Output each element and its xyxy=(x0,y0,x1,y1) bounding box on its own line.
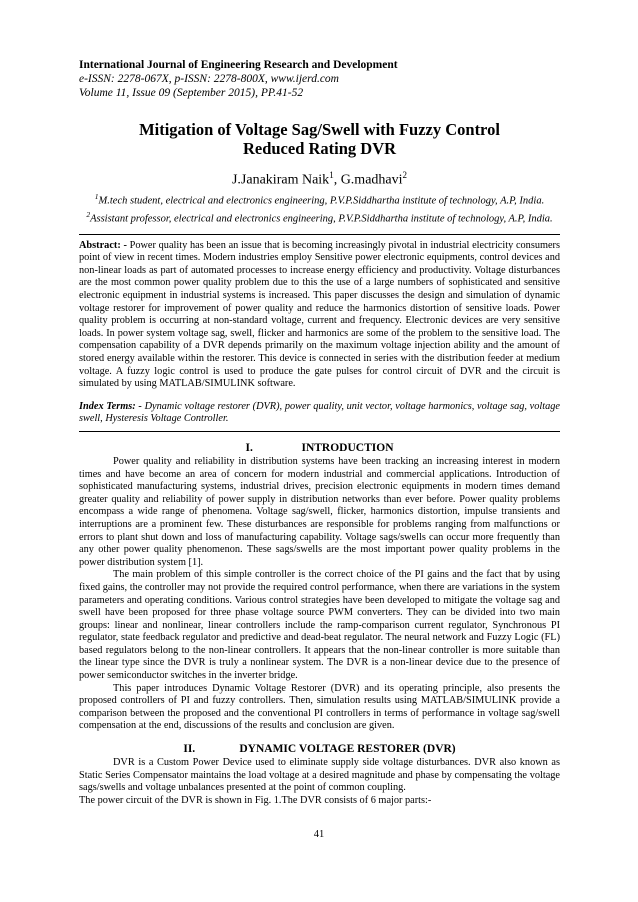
section-number: I. xyxy=(245,441,253,454)
abstract-text: Power quality has been an issue that is becoming increasingly pivotal in industrial electricity consumers point of view in recent times. Modern industries employ Sensitive power electronic equipments, control devices and non-linear loads as part of automated processes to increase energy efficiency and productivity. Voltage disturbances are the most common power quality problem due to this the use of a large numbers of sophisticated and sensitive electronic equipment in industrial systems is increased. This paper discusses the design and simulation of dynamic voltage restorer for improvement of power quality and reduce the harmonics distortion of sensitive loads. Power quality problem is occurring at non-standard voltage, current and frequency. Electronic devices are very sensitive loads. In power system voltage sag, swell, flicker and harmonics are some of the problem to the sensitive load. The compensation capability of a DVR depends primarily on the maximum voltage injection ability and the amount of stored energy available within the restorer. This device is connected in series with the distribution feeder at medium voltage. A fuzzy logic control is used to produce the gate pulses for control circuit of DVR and the circuit is simulated by using MATLAB/SIMULINK software. xyxy=(79,239,560,390)
affiliation-1 xyxy=(79,190,560,208)
index-terms-text: Dynamic voltage restorer (DVR), power quality, unit vector, voltage harmonics, voltage sag, voltage swell, Hysteresis Voltage Controller. xyxy=(79,400,560,425)
author-2-sup: 2 xyxy=(402,170,408,180)
section-title: INTRODUCTION xyxy=(301,441,394,454)
paragraph: This paper introduces Dynamic Voltage Restorer (DVR) and its operating principle, also presents the proposed controllers of PI and fuzzy controllers. Then, simulation results using MATLAB/SIMULINK provide a comparison between the proposed and the conventional PI controllers in terms of performance in voltage sag/swell compensation at the end, discussions of the results and conclusion are given. xyxy=(79,682,560,732)
page-number: 41 xyxy=(313,829,325,840)
section-dvr-body xyxy=(79,757,560,807)
section-heading-introduction xyxy=(79,441,560,455)
paper-title-line-2: Reduced Rating DVR xyxy=(242,139,397,158)
journal-volume: Volume 11, Issue 09 (September 2015), PP.41-52 xyxy=(79,87,304,99)
author-1: J.Janakiram Naik xyxy=(231,172,330,188)
paragraph: Power quality and reliability in distribution systems have been tracking an increasing interest in modern times and have become an area of concern for modern industrial and commercial applications. Introduction of sophisticated manufacturing systems, industrial drives, precision electronic equipments in modern times demand greater quality and reliability of power supply in distribution networks than ever before. Power quality problems encompass a wide range of phenomena. Voltage sag/swell, flicker, harmonics distortion, impulse transients and interruptions are a prominent few. These disturbances are responsible for problems ranging from malfunctions or errors to plant shut down and loss of manufacturing capability. Voltage sags/swells can occur more frequently than any other power quality phenomenon. These sags/swells are the most important power quality problems in the power distribution system [1]. xyxy=(79,455,560,568)
affiliation-2 xyxy=(79,208,560,226)
affiliation-1-sup: 1 xyxy=(94,191,99,201)
paper-page xyxy=(79,58,560,807)
author-list xyxy=(79,167,560,189)
paper-title xyxy=(79,120,560,158)
section-heading-dvr xyxy=(79,742,560,756)
section-introduction-body xyxy=(79,456,560,733)
paragraph: DVR is a Custom Power Device used to eliminate supply side voltage disturbances. DVR also known as Static Series Compensator maintains the load voltage at a desired magnitude and phase by compensating the voltage sags/swells and voltage unbalances presented at the point of common coupling. xyxy=(79,757,560,794)
author-1-sup: 1 xyxy=(329,170,334,180)
journal-name: International Journal of Engineering Research and Development xyxy=(79,59,398,71)
header-divider xyxy=(79,234,560,235)
journal-header xyxy=(79,58,560,100)
author-2: G.madhavi xyxy=(340,172,403,188)
index-terms xyxy=(79,401,560,426)
affiliation-2-text: Assistant professor, electrical and electronics engineering, P.V.P.Siddhartha institute of technology, A.P, India. xyxy=(90,213,553,225)
affiliation-2-sup: 2 xyxy=(86,210,91,220)
abstract-label: Abstract: - xyxy=(79,239,130,251)
index-terms-label: Index Terms: - xyxy=(79,400,145,412)
section-number: II. xyxy=(183,743,196,756)
section-title: DYNAMIC VOLTAGE RESTORER (DVR) xyxy=(239,743,456,756)
abstract-divider xyxy=(79,431,560,432)
author-separator: , xyxy=(333,172,341,188)
paragraph: The power circuit of the DVR is shown in Fig. 1.The DVR consists of 6 major parts:- xyxy=(79,794,432,806)
paragraph: The main problem of this simple controller is the correct choice of the PI gains and the fact that by using fixed gains, the controller may not provide the required control performance, when there are variations in the system parameters and operating conditions. Various control strategies have been developed to mitigate the voltage sag and swell have been proposed for three phase voltage source PWM converters. They can be divided into two main groups: linear and nonlinear, linear controllers include the ramp-comparison current regulator, Synchronous PI regulator, state feedback regulator and predictive and dead-beat regulator. The neural network and Fuzzy Logic (FL) based regulators belong to the non-linear controllers. It appears that the non-linear controller is more suitable than the linear type since the DVR is truly a nonlinear system. The DVR is a non-linear device due to the presence of power semiconductor switches in the inverter bridge. xyxy=(79,569,560,682)
paper-title-line-1: Mitigation of Voltage Sag/Swell with Fuzzy Control xyxy=(139,120,500,139)
abstract xyxy=(79,240,560,391)
journal-issn: e-ISSN: 2278-067X, p-ISSN: 2278-800X, www.ijerd.com xyxy=(79,73,339,85)
affiliation-1-text: M.tech student, electrical and electronics engineering, P.V.P.Siddhartha institute of technology, A.P, India. xyxy=(98,195,545,207)
